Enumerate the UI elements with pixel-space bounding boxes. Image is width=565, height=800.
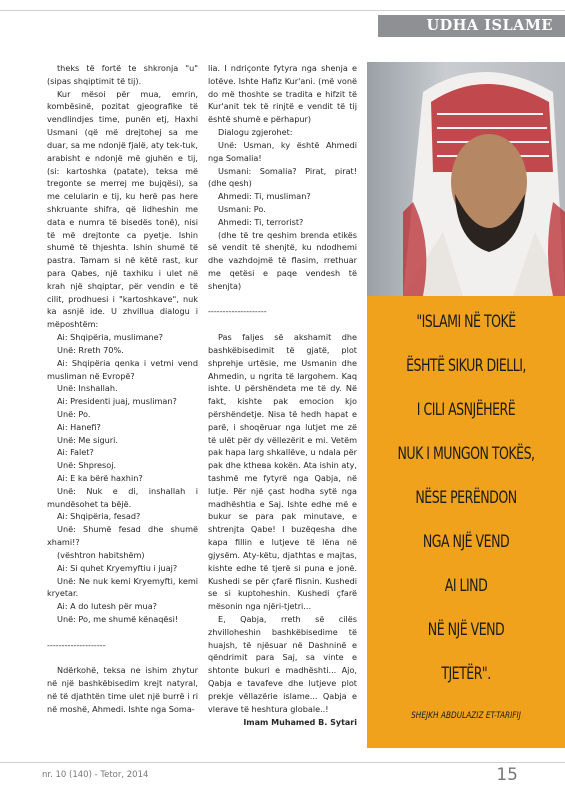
paragraph: Unë: Rreth 70%. [57, 344, 124, 355]
issue-info: nr. 10 (140) - Tetor, 2014 [42, 770, 149, 780]
paragraph: Ai: A do lutesh për mua? [57, 601, 157, 612]
paragraph: Ai: Shqipëria qenka i vetmi vend musliman në Evropë? [47, 357, 198, 381]
paragraph: Unë: Po, me shumë kënaqësi! [57, 613, 179, 624]
paragraph: Unë: Shumë fesad dhe shumë xhami!? [47, 524, 198, 548]
section-separator: -------------------- [47, 639, 106, 650]
section-separator: -------------------- [208, 306, 267, 317]
paragraph: Unë: Inshallah. [57, 383, 118, 394]
section-title: UDHA ISLAME [426, 17, 553, 34]
paragraph: Kur mësoi për mua, emrin, kombësinë, pozitat gjeografike të vendlindjes time, punën etj, Haxhi Usmani (që më drejtohej sa me duar, sa me ndonjë fjalë, aty tek-tuk, arabisht e ndonjë më gjuhën e tij, (si: kartoshka (patate), teksa më tregonte se merrej me bujqësi), sa me celularin e tij, ku herë pas here shkruante shifra, që lidheshin me data e numra të bisedës tonë), nisi të më drejtonte ca pyetje. Ishin shumë të thjeshta. Ishin shumë të pastra. Tamam si në këtë rast, kur para Qabes, një taxhiku i ulet në krah një shqiptar, për vendin e të cilit, prodhuesi i "kartoshkave", nuk ka asnjë ide. U zhvillua dialogu i mëposhtëm: [47, 88, 198, 330]
pull-quote-author: SHEJKH ABDULAZIZ ET-TARIFIJ [411, 711, 521, 721]
paragraph: (vështron habitshëm) [57, 549, 145, 560]
paragraph: Ahmedi: Ti, musliman? [218, 191, 311, 202]
paragraph: Pas faljes së akshamit dhe bashkëbisedimit të gjatë, plot shprehje urtësie, me Usmanin dhe Ahmedin, u ngrita të largohem. Kaq ishte. U përshëndeta me të dy. Në fakt, kishte pak emocion kjo përshëndetje. Nisa të hedh hapat e parë, i shoqëruar nga lutjet me zë të ulët për dy vëllezërit e mi. Vetëm pak hapa larg shkallëve, u ndala për pak dhe kthева kokën. Ata ishin aty, tashmë me fytyrë nga Qabja, në lutje. Për një çast hodha sytë nga madhështia e Saj. Ishte edhe më e bukur se para pak minutave, e shtrenjta Qabe! I buzëqesha dhe kapa fillin e lutjeve të lëna në gjysëm. Aty-këtu, djathtas e majtas, kishte edhe të tjerë si puna e jonë. Kushedi se për çfarë flisnin. Kushedi se si kuptoheshin. Kushedi çfarë mësonin nga njëri-tjetri... [208, 332, 357, 612]
paragraph: Unë: Ne nuk kemi Kryemyfti, kemi kryetar. [47, 575, 198, 599]
pull-quote-line: ËSHTË SIKUR DIELLI, [406, 356, 526, 376]
pull-quote-line: NUK I MUNGON TOKËS, [397, 444, 535, 464]
paragraph: Ai: Shqipëria, muslimane? [57, 332, 163, 343]
paragraph: Ai: Hanefi? [57, 421, 101, 432]
portrait-image [403, 62, 565, 296]
author-byline: Imam Muhamed B. Sytari [243, 718, 357, 728]
paragraph [47, 626, 198, 639]
pull-quote-line: NË NJË VEND [427, 620, 505, 640]
paragraph: Ndërkohë, teksa ne ishim zhytur në një bashkëbisedim krejt natyral, në të djathtën time ulet një burrë i ri në moshë, Ahmedi. Ishte nga Soma- [47, 665, 198, 714]
paragraph: Usmani: Somalia? Pirat, pirat! (dhe qesh) [208, 165, 357, 189]
paragraph: (dhe të tre qeshim brenda etikës së vendit të shenjtë, ku ndodhemi dhe vazhdojmë të flasim, rrethuar me qetësi e paqe vendesh të shenjta) [208, 229, 357, 291]
paragraph: Ai: E ka bërë haxhin? [57, 473, 143, 483]
section-header-bar [378, 15, 565, 37]
paragraph: Unë: Me siguri. [57, 434, 118, 445]
paragraph: Unë: Po. [57, 408, 91, 419]
paragraph: lia. I ndriçonte fytyra nga shenja e lotëve. Ishte Hafiz Kur'ani. (më vonë do më thoshte se tradita e hifzit të Kur'anit tek të rinjtë e vendit të tij është shumë e përhapur) [208, 63, 357, 125]
paragraph [208, 318, 357, 331]
paragraph [47, 651, 198, 664]
paragraph: Unë: Nuk e di, inshallah i mundësohet ta bëjë. [47, 485, 198, 509]
paragraph: E, Qabja, rreth së cilës zhvilloheshin bashkëbisedime të huajsh, të njësuar në Dashninë e qëndrimit para Saj, sa vinte e shtonte bukuri e madhështi... Ajo, Qabja e tavafeve dhe lutjeve plot prekje vëllazërie islame... Qabja e vlerave të heshtura globale..! [208, 613, 357, 714]
paragraph: Ai: Si quhet Kryemyftiu i juaj? [57, 562, 178, 573]
pull-quote-line: NGA NJË VEND [422, 532, 510, 552]
pull-quote-line: I CILI ASNJËHERË [416, 400, 516, 420]
pull-quote-line: "ISLAMI NË TOKË [416, 312, 516, 332]
paragraph: Unë: Shpresoj. [57, 460, 117, 471]
page-number: 15 [496, 765, 518, 785]
paragraph [208, 293, 357, 306]
pull-quote-line: NËSE PERËNDON [415, 488, 517, 508]
paragraph: Unë: Usman, ky është Ahmedi nga Somalia! [208, 139, 357, 163]
paragraph: Dialogu zgjerohet: [218, 127, 293, 138]
paragraph: Ai: Falet? [57, 447, 94, 458]
paragraph: Usmani: Po. [218, 203, 266, 214]
article-column-left [47, 62, 198, 715]
paragraph: Ai: Presidenti juaj, musliman? [57, 396, 177, 407]
footer-rule [0, 762, 565, 763]
pull-quote-box [367, 296, 565, 748]
pull-quote-line: AI LIND [444, 576, 488, 596]
portrait-photo [367, 62, 565, 296]
paragraph: Ai: Shqipëria, fesad? [57, 511, 141, 522]
top-rule [0, 10, 565, 11]
article-column-middle [208, 62, 357, 730]
pull-quote-line: TJETËR". [441, 664, 491, 684]
paragraph: theks të fortë te shkronja "u" (sipas shqiptimit të tij). [47, 63, 198, 86]
paragraph: Ahmedi: Ti, terrorist? [218, 216, 304, 227]
